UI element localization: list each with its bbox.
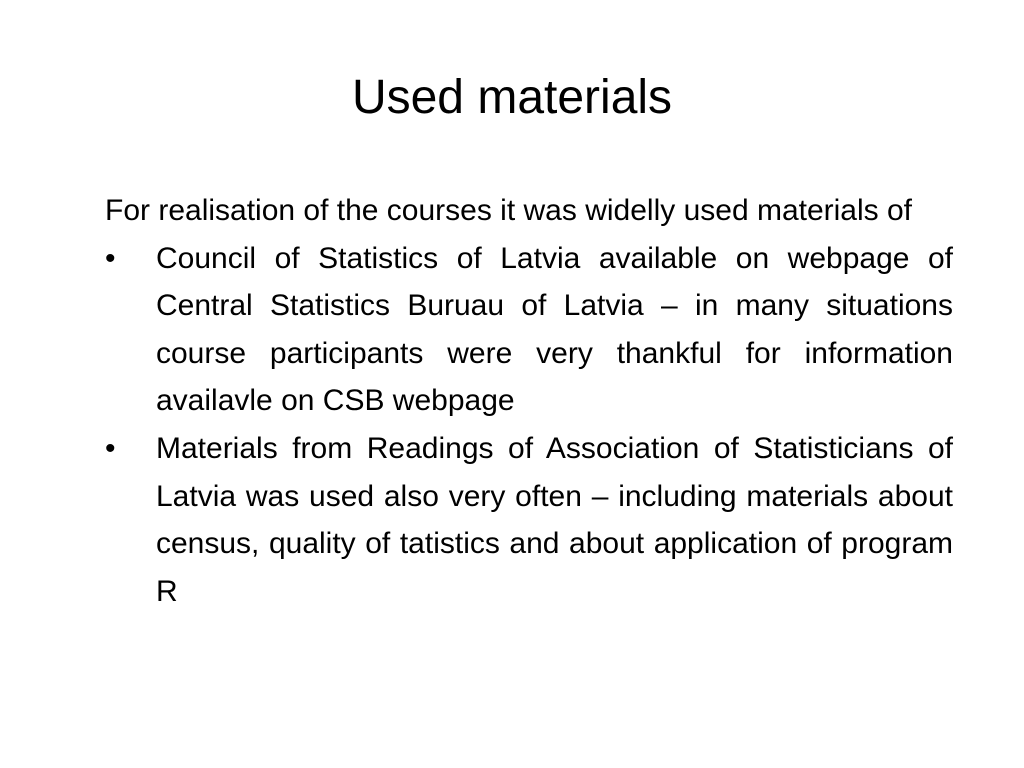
list-item xyxy=(105,425,953,615)
list-item-text: Council of Statistics of Latvia available on webpage of Central Statistics Buruau of Latvia – in many situations course participants were very thankful for information availavle on CSB webpage xyxy=(156,241,953,418)
bullet-icon: • xyxy=(105,241,116,275)
bullet-icon: • xyxy=(105,431,116,465)
list-item-text: Materials from Readings of Association of Statisticians of Latvia was used also very often – including materials about census, quality of tatistics and about application of program R xyxy=(156,431,953,608)
bullet-list xyxy=(105,235,953,616)
slide-title: Used materials xyxy=(351,71,673,124)
slide-body xyxy=(105,187,953,615)
intro-text: For realisation of the courses it was widelly used materials of xyxy=(105,194,913,227)
list-item xyxy=(105,235,953,425)
